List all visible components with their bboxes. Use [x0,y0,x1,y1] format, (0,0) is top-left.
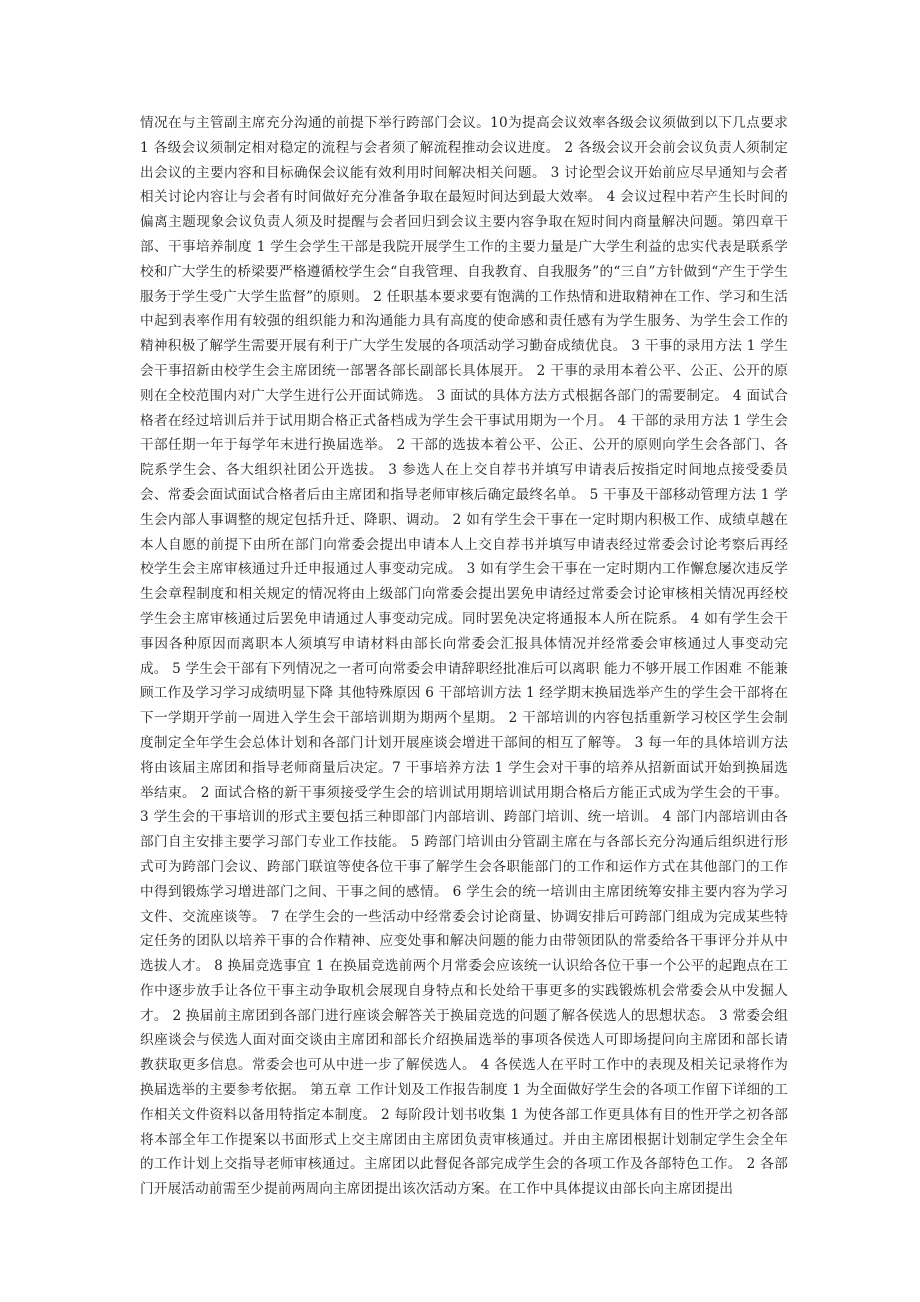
document-body-text: 情况在与主管副主席充分沟通的前提下举行跨部门会议。10为提高会议效率各级会议须做到以下几点要求 1 各级会议须制定相对稳定的流程与会者须了解流程推动会议进度。 2 各级会议开会前会议负责人须制定出会议的主要内容和目标确保会议能有效利用时间解决相关问题。 3 讨论型会议开始前应尽早通知与会者相关讨论内容让与会者有时间做好充分准备争取在最短时间达到最大效率。 4 会议过程中若产生长时间的偏离主题现象会议负责人须及时提醒与会者回归到会议主要内容争取在短时间内商量解决问题。第四章干部、干事培养制度 1 学生会学生干部是我院开展学生工作的主要力量是广大学生利益的忠实代表是联系学校和广大学生的桥梁要严格遵循校学生会“自我管理、自我教育、自我服务”的“三自”方针做到“产生于学生服务于学生受广大学生监督”的原则。 2 任职基本要求要有饱满的工作热情和进取精神在工作、学习和生活中起到表率作用有较强的组织能力和沟通能力具有高度的使命感和责任感有为学生服务、为学生会工作的精神积极了解学生需要开展有利于广大学生发展的各项活动学习勤奋成绩优良。 3 干事的录用方法 1 学生会干事招新由校学生会主席团统一部署各部长副部长具体展开。 2 干事的录用本着公平、公正、公开的原则在全校范围内对广大学生进行公开面试筛选。 3 面试的具体方法方式根据各部门的需要制定。 4 面试合格者在经过培训后并于试用期合格正式备档成为学生会干事试用期为一个月。 4 干部的录用方法 1 学生会干部任期一年于每学年末进行换届选举。 2 干部的选拔本着公平、公正、公开的原则向学生会各部门、各院系学生会、各大组织社团公开选拔。 3 参选人在上交自荐书并填写申请表后按指定时间地点接受委员会、常委会面试面试合格者后由主席团和指导老师审核后确定最终名单。 5 干事及干部移动管理方法 1 学生会内部人事调整的规定包括升迁、降职、调动。 2 如有学生会干事在一定时期内积极工作、成绩卓越在本人自愿的前提下由所在部门向常委会提出申请本人上交自荐书并填写申请表经过常委会讨论考察后再经校学生会主席审核通过升迁申报通过人事变动完成。 3 如有学生会干事在一定时期内工作懈怠屡次违反学生会章程制度和相关规定的情况将由上级部门向常委会提出罢免申请经过常委会讨论审核相关情况再经校学生会主席审核通过后罢免申请通过人事变动完成。同时罢免决定将通报本人所在院系。 4 如有学生会干事因各种原因而离职本人须填写申请材料由部长向常委会汇报具体情况并经常委会审核通过人事变动完成。 5 学生会干部有下列情况之一者可向常委会申请辞职经批准后可以离职 能力不够开展工作困难 不能兼顾工作及学习学习成绩明显下降 其他特殊原因 6 干部培训方法 1 经学期末换届选举产生的学生会干部将在下一学期开学前一周进入学生会干部培训期为期两个星期。 2 干部培训的内容包括重新学习校区学生会制度制定全年学生会总体计划和各部门计划开展座谈会增进干部间的相互了解等。 3 每一年的具体培训方法将由该届主席团和指导老师商量后决定。7 干事培养方法 1 学生会对干事的培养从招新面试开始到换届选举结束。 2 面试合格的新干事须接受学生会的培训试用期培训试用期合格后方能正式成为学生会的干事。 3 学生会的干事培训的形式主要包括三种即部门内部培训、跨部门培训、统一培训。 4 部门内部培训由各部门自主安排主要学习部门专业工作技能。 5 跨部门培训由分管副主席在与各部长充分沟通后组织进行形式可为跨部门会议、跨部门联谊等使各位干事了解学生会各职能部门的工作和运作方式在其他部门的工作中得到锻炼学习增进部门之间、干事之间的感情。 6 学生会的统一培训由主席团统筹安排主要内容为学习文件、交流座谈等。 7 在学生会的一些活动中经常委会讨论商量、协调安排后可跨部门组成为完成某些特定任务的团队以培养干事的合作精神、应变处事和解决问题的能力由带领团队的常委给各干事评分并从中选拔人才。 8 换届竞选事宜 1 在换届竞选前两个月常委会应该统一认识给各位干事一个公平的起跑点在工作中逐步放手让各位干事主动争取机会展现自身特点和长处给干事更多的实践锻炼机会常委会从中发掘人才。 2 换届前主席团到各部门进行座谈会解答关于换届竞选的问题了解各侯选人的思想状态。 3 常委会组织座谈会与侯选人面对面交谈由主席团和部长介绍换届选举的事项各侯选人可即场提问向主席团和部长请教获取更多信息。常委会也可从中进一步了解侯选人。 4 各侯选人在平时工作中的表现及相关记录将作为换届选举的主要参考依据。 第五章 工作计划及工作报告制度 1 为全面做好学生会的各项工作留下详细的工作相关文件资料以备用特指定本制度。 2 每阶段计划书收集 1 为使各部工作更具体有目的性开学之初各部将本部全年工作提案以书面形式上交主席团由主席团负责审核通过。并由主席团根据计划制定学生会全年的工作计划上交指导老师审核通过。主席团以此督促各部完成学生会的各项工作及各部特色工作。 2 各部门开展活动前需至少提前两周向主席团提出该次活动方案。在工作中具体提议由部长向主席团提出 [140,115,788,1198]
